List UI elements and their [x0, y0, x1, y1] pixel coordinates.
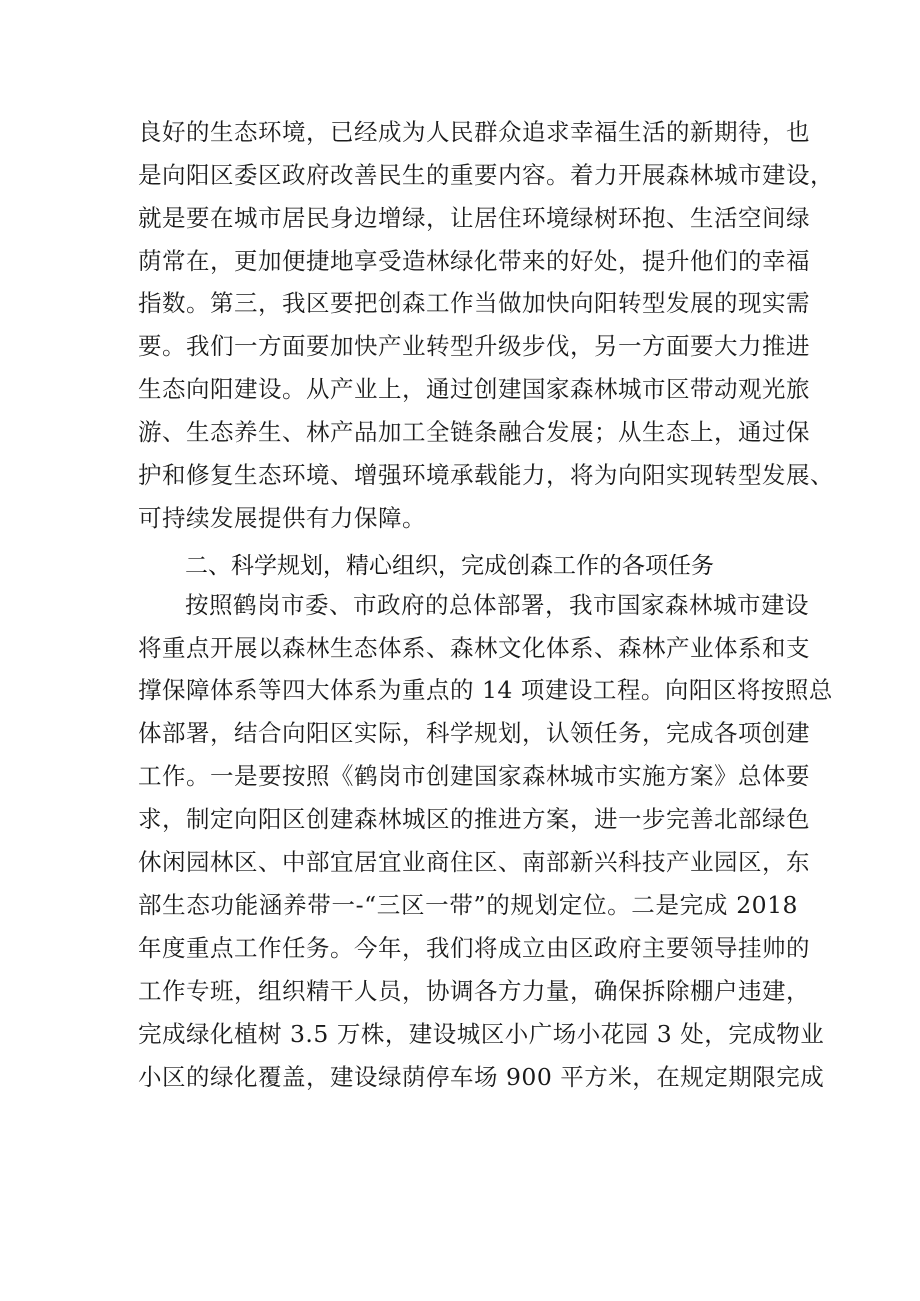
paragraph-2-line: 部生态功能涵养带一-“三区一带”的规划定位。二是完成 2018: [138, 891, 798, 919]
paragraph-1-line: 荫常在，更加便捷地享受造林绿化带来的好处，提升他们的幸福: [138, 247, 810, 275]
paragraph-2-line: 将重点开展以森林生态体系、森林文化体系、森林产业体系和支: [138, 634, 810, 662]
paragraph-1-line: 要。我们一方面要加快产业转型升级步伐，另一方面要大力推进: [138, 332, 810, 360]
paragraph-2-line: 按照鹤岗市委、市政府的总体部署，我市国家森林城市建设: [185, 591, 809, 619]
section-heading: 二、科学规划，精心组织，完成创森工作的各项任务: [185, 553, 714, 579]
paragraph-2-line: 求，制定向阳区创建森林城区的推进方案，进一步完善北部绿色: [138, 805, 810, 833]
paragraph-2-line: 体部署，结合向阳区实际，科学规划，认领任务，完成各项创建: [138, 719, 810, 747]
paragraph-2-line: 休闲园林区、中部宜居宜业商住区、南部新兴科技产业园区，东: [138, 848, 810, 876]
paragraph-1-line: 就是要在城市居民身边增绿，让居住环境绿树环抱、生活空间绿: [138, 204, 810, 232]
paragraph-1-line: 可持续发展提供有力保障。: [138, 504, 426, 532]
paragraph-1-line: 良好的生态环境，已经成为人民群众追求幸福生活的新期待，也: [138, 118, 810, 146]
paragraph-2-line: 完成绿化植树 3.5 万株，建设城区小广场小花园 3 处，完成物业: [138, 1020, 825, 1048]
paragraph-1-line: 是向阳区委区政府改善民生的重要内容。着力开展森林城市建设，: [138, 161, 834, 189]
paragraph-1-line: 护和修复生态环境、增强环境承载能力，将为向阳实现转型发展、: [138, 461, 834, 489]
paragraph-2-line: 工作。一是要按照《鹤岗市创建国家森林城市实施方案》总体要: [138, 762, 810, 790]
paragraph-2-line: 小区的绿化覆盖，建设绿荫停车场 900 平方米，在规定期限完成: [138, 1063, 825, 1091]
paragraph-2-line: 年度重点工作任务。今年，我们将成立由区政府主要领导挂帅的: [138, 934, 810, 962]
paragraph-1-line: 游、生态养生、林产品加工全链条融合发展；从生态上，通过保: [138, 418, 810, 446]
paragraph-2-line: 撑保障体系等四大体系为重点的 14 项建设工程。向阳区将按照总: [138, 676, 833, 704]
paragraph-2-line: 工作专班，组织精干人员，协调各方力量，确保拆除棚户违建，: [138, 977, 810, 1005]
paragraph-1-line: 指数。第三，我区要把创森工作当做加快向阳转型发展的现实需: [138, 289, 810, 317]
paragraph-1-line: 生态向阳建设。从产业上，通过创建国家森林城市区带动观光旅: [138, 375, 810, 403]
